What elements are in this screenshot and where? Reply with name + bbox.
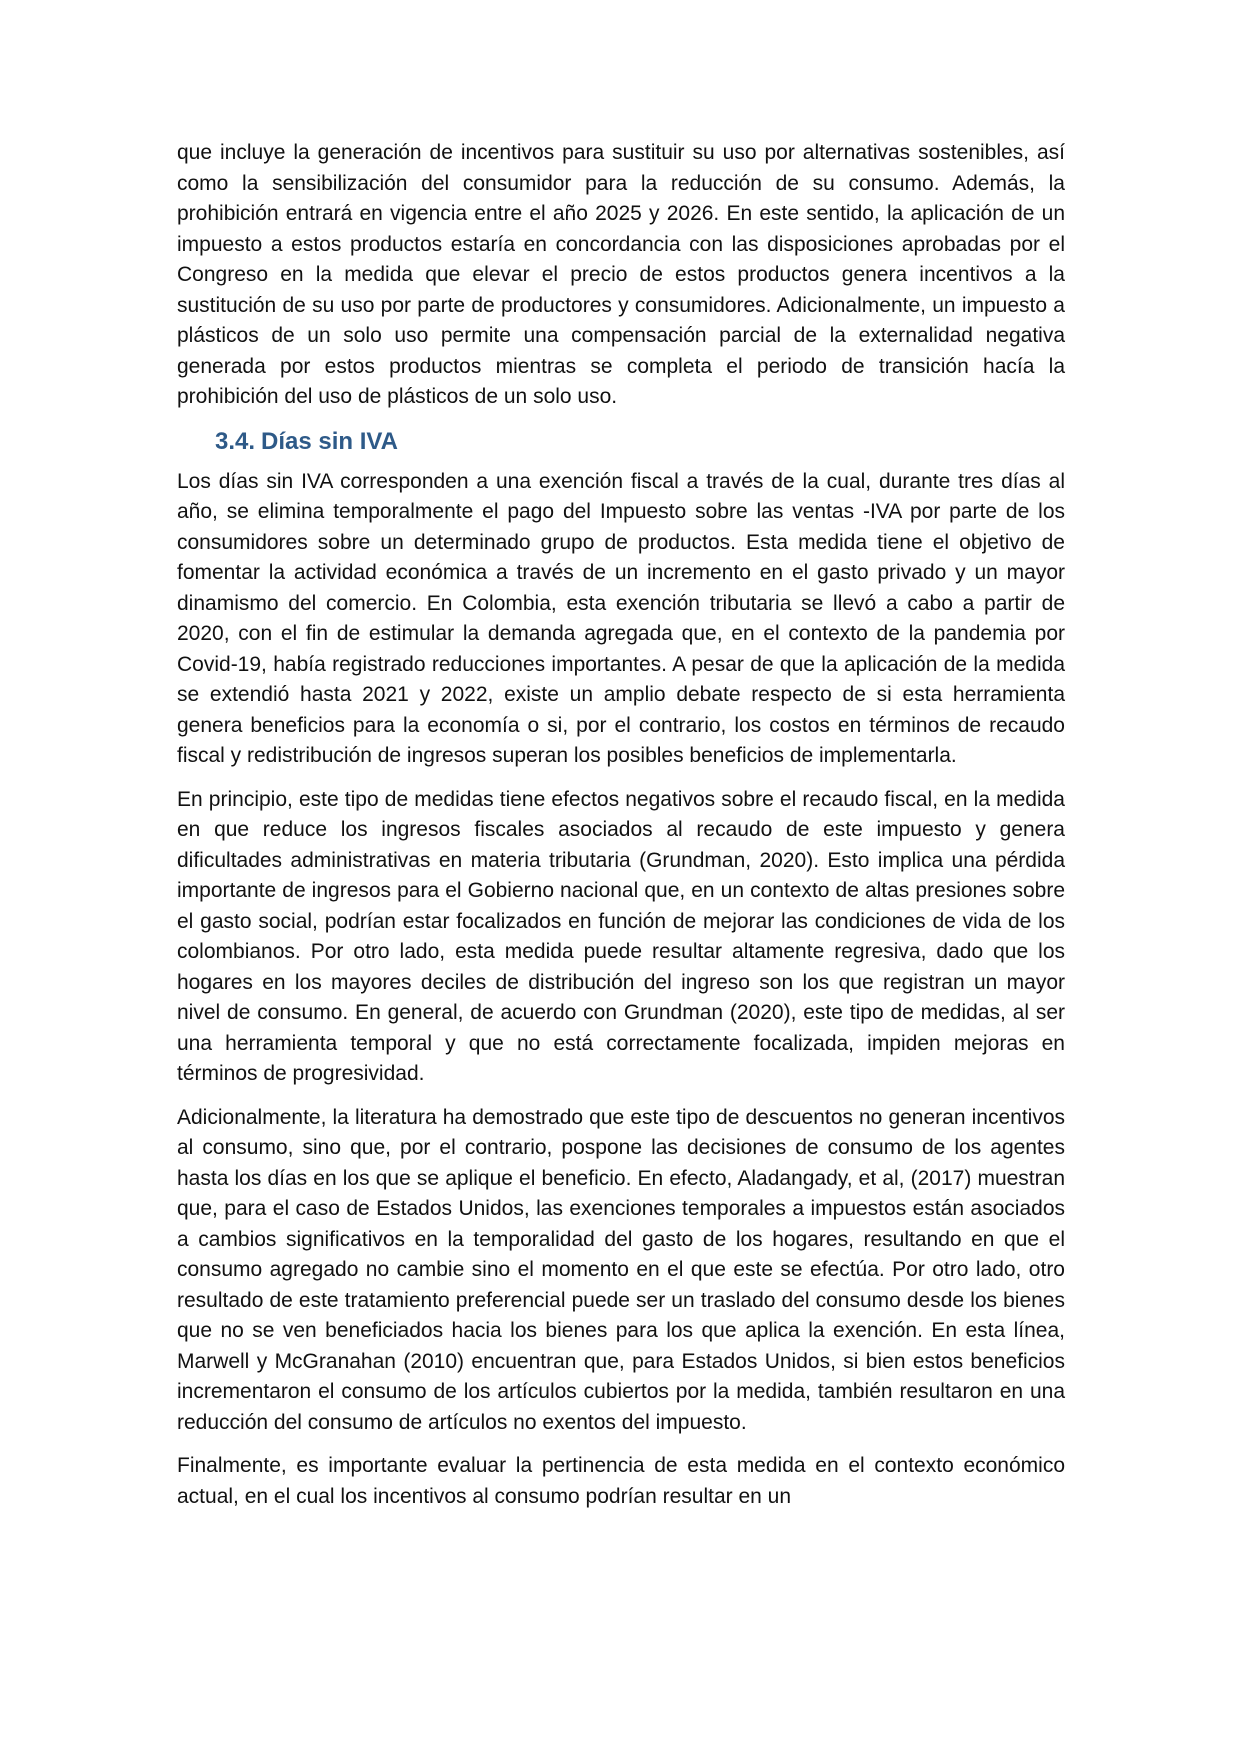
body-paragraph-2: En principio, este tipo de medidas tiene efectos negativos sobre el recaudo fiscal, en la medida en que reduce los ingresos fiscales asociados al recaudo de este impuesto y genera dificultades administrativas en materia tributaria (Grundman, 2020). Esto implica una pérdida importante de ingresos para el Gobierno nacional que, en un contexto de altas presiones sobre el gasto social, podrían estar focalizados en función de mejorar las condiciones de vida de los colombianos. Por otro lado, esta medida puede resultar altamente regresiva, dado que los hogares en los mayores deciles de distribución del ingreso son los que registran un mayor nivel de consumo. En general, de acuerdo con Grundman (2020), este tipo de medidas, al ser una herramienta temporal y que no está correctamente focalizada, impiden mejoras en términos de progresividad. — [177, 787, 1065, 1085]
section-title: Días sin IVA — [261, 427, 398, 455]
intro-paragraph: que incluye la generación de incentivos para sustituir su uso por alternativas sostenibles, así como la sensibilización del consumidor para la reducción de su consumo. Además, la prohibición entrará en vigencia entre el año 2025 y 2026. En este sentido, la aplicación de un impuesto a estos productos estaría en concordancia con las disposiciones aprobadas por el Congreso en la medida que elevar el precio de estos productos genera incentivos a la sustitución de su uso por parte de productores y consumidores. Adicionalmente, un impuesto a plásticos de un solo uso permite una compensación parcial de la externalidad negativa generada por estos productos mientras se completa el periodo de transición hacía la prohibición del uso de plásticos de un solo uso. — [177, 141, 1065, 408]
body-paragraph-3: Adicionalmente, la literatura ha demostrado que este tipo de descuentos no generan incentivos al consumo, sino que, por el contrario, pospone las decisiones de consumo de los agentes hasta los días en los que se aplique el beneficio. En efecto, Aladangady, et al, (2017) muestran que, para el caso de Estados Unidos, las exenciones temporales a impuestos están asociados a cambios significativos en la temporalidad del gasto de los hogares, resultando en que el consumo agregado no cambie sino el momento en el que este se efectúa. Por otro lado, otro resultado de este tratamiento preferencial puede ser un traslado del consumo desde los bienes que no se ven beneficiados hacia los bienes para los que aplica la exención. En esta línea, Marwell y McGranahan (2010) encuentran que, para Estados Unidos, si bien estos beneficios incrementaron el consumo de los artículos cubiertos por la medida, también resultaron en una reducción del consumo de artículos no exentos del impuesto. — [177, 1105, 1065, 1434]
section-heading — [215, 426, 1065, 458]
body-paragraph-1: Los días sin IVA corresponden a una exención fiscal a través de la cual, durante tres días al año, se elimina temporalmente el pago del Impuesto sobre las ventas -IVA por parte de los consumidores sobre un determinado grupo de productos. Esta medida tiene el objetivo de fomentar la actividad económica a través de un incremento en el gasto privado y un mayor dinamismo del comercio. En Colombia, esta exención tributaria se llevó a cabo a partir de 2020, con el fin de estimular la demanda agregada que, en el contexto de la pandemia por Covid-19, había registrado reducciones importantes. A pesar de que la aplicación de la medida se extendió hasta 2021 y 2022, existe un amplio debate respecto de si esta herramienta genera beneficios para la economía o si, por el contrario, los costos en términos de recaudo fiscal y redistribución de ingresos superan los posibles beneficios de implementarla. — [177, 469, 1065, 767]
body-paragraph-4: Finalmente, es importante evaluar la pertinencia de esta medida en el contexto económico actual, en el cual los incentivos al consumo podrían resultar en un — [177, 1454, 1065, 1508]
document-page — [177, 138, 1065, 1525]
section-number: 3.4. — [215, 427, 256, 455]
